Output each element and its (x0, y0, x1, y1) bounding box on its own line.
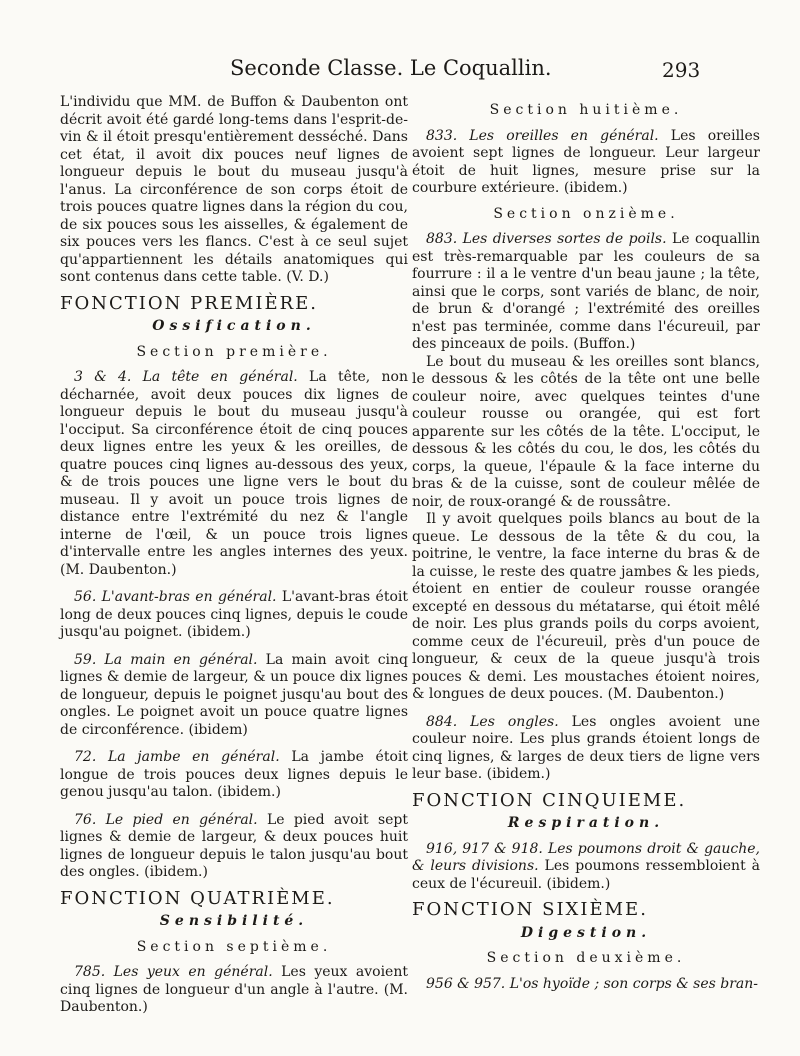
page-number: 293 (662, 58, 701, 82)
fonction-subtitle: Respiration. (507, 815, 665, 831)
entry-heading: 59. La main en général. (74, 651, 258, 668)
entry-paragraph (412, 128, 760, 198)
entry-heading: 3 & 4. La tête en général. (74, 369, 298, 385)
entry-text: Les poumons ressembloient à ceux de l'écureuil. (ibidem.) (412, 858, 760, 892)
entry-paragraph (60, 812, 408, 882)
entry-paragraph (60, 369, 408, 579)
entry-paragraph (60, 964, 408, 1017)
entry-heading: 883. Les diverses sortes de poils. (426, 231, 667, 247)
entry-paragraph (60, 652, 408, 740)
fonction-subtitle: Sensibilité. (159, 913, 309, 929)
section-heading: Section septième. (136, 938, 332, 955)
entry-heading: 72. La jambe en général. (74, 749, 280, 765)
entry-text: Les oreilles avoient sept lignes de longueur. Leur largeur étoit de huit lignes, mesure prise sur la courbure extérieure. (ibidem.) (412, 127, 760, 196)
entry-paragraph (60, 749, 408, 802)
section-heading: Section onzième. (493, 205, 679, 222)
entry-text: Le coquallin est très-remarquable par les couleurs de sa fourrure : il a le ventre d'un beau jaune ; la tête, ainsi que le corps, sont variés de blanc, de noir, de brun & d'orangé ; l'extrémité des oreilles n'est pas terminée, comme dans l'écureuil, par des pinceaux de poils. (Buffon.) (412, 231, 760, 352)
entry-heading: 56. L'avant-bras en général. (74, 589, 277, 605)
entry-text: Les yeux avoient cinq lignes de longueur d'un angle à l'autre. (M. Daubenton.) (60, 964, 408, 1015)
entry-heading: 916, 917 & 918. Les poumons droit & gauche, & leurs divisions. (412, 840, 760, 874)
fonction-heading: FONCTION CINQUIEME. (412, 789, 687, 811)
left-column (60, 94, 408, 1017)
entry-text: La main avoit cinq lignes & demie de largeur, & un pouce dix lignes de longueur, depuis le poignet jusqu'au bout des ongles. Le poignet avoit un pouce quatre lignes de circonférence. (ibidem) (60, 651, 408, 738)
entry-heading: 76. Le pied en général. (74, 811, 258, 828)
fonction-heading: FONCTION SIXIÈME. (412, 899, 648, 920)
entry-heading: 833. Les oreilles en général. (426, 127, 659, 144)
entry-heading: 785. Les yeux en général. (74, 964, 273, 980)
entry-text: La tête, non décharnée, avoit deux pouces dix lignes de longueur depuis le bout du museau jusqu'à l'occiput. Sa circonférence étoit de cinq pouces deux lignes entre les yeux & les oreilles, de quatre pouces cinq lignes au-dessous des yeux, & de trois pouces une ligne vers le bout du museau. Il y avoit un pouce trois lignes de distance entre l'extrémité du nez & l'angle interne de l'œil, & un pouce trois lignes d'intervalle entre les angles internes des yeux. (M. Daubenton.) (60, 369, 408, 578)
intro-paragraph: L'individu que MM. de Buffon & Daubenton ont décrit avoit été gardé long-tems dans l'esprit-de-vin & il étoit presqu'entièrement desséché. Dans cet état, il avoit dix pouces neuf lignes de longueur depuis le bout du museau jusqu'à l'anus. La circonférence de son corps étoit de trois pouces quatre lignes dans la région du cou, de six pouces sous les aisselles, & également de six pouces vers les flancs. C'est à ce seul sujet qu'appartiennent les détails anatomiques qui sont contenus dans cette table. (V. D.) (60, 94, 408, 285)
section-heading: Section première. (136, 343, 332, 360)
body-paragraph: Le bout du museau & les oreilles sont blancs, le dessous & les côtés de la tête ont une belle couleur noire, avec quelques teintes d'une couleur rousse ou orangée, qui est fort apparente sur les côtés de la tête. L'occiput, le dessous & les côtés du cou, le dos, les côtés du corps, la queue, l'épaule & la face interne du bras & de la cuisse, sont de couleur mêlée de noir, de roux-orangé & de roussâtre. (412, 353, 760, 510)
fonction-subtitle: Ossification. (152, 318, 316, 334)
right-column (412, 94, 760, 993)
entry-paragraph (412, 976, 760, 994)
fonction-heading: FONCTION QUATRIÈME. (60, 887, 335, 909)
section-heading: Section huitième. (489, 102, 683, 118)
entry-heading: 884. Les ongles. (426, 713, 559, 730)
entry-text: La jambe étoit longue de trois pouces deux lignes depuis le genou jusqu'au talon. (ibidem.) (60, 749, 408, 800)
entry-paragraph (412, 714, 760, 784)
entry-paragraph (60, 589, 408, 642)
fonction-heading: FONCTION PREMIÈRE. (60, 292, 319, 314)
entry-paragraph (412, 231, 760, 354)
running-head: Seconde Classe. Le Coquallin. (230, 56, 552, 80)
body-paragraph: Il y avoit quelques poils blancs au bout de la queue. Le dessous de la tête & du cou, la poitrine, le ventre, la face interne du bras & de la cuisse, le reste des quatre jambes & les pieds, étoient en entier de couleur rousse orangée excepté en dessous du métatarse, qui étoit mêlé de noir. Les plus grands poils du corps avoient, comme ceux de l'écureuil, près d'un pouce de longueur, & ceux de la queue jusqu'à trois pouces & demi. Les moustaches étoient noires, & longues de deux pouces. (M. Daubenton.) (412, 511, 760, 702)
section-heading: Section deuxième. (486, 950, 686, 966)
entry-text: Les ongles avoient une couleur noire. Les plus grands étoient longs de cinq lignes, & larges de deux tiers de ligne vers leur base. (ibidem.) (412, 713, 760, 782)
entry-heading: 956 & 957. L'os hyoïde ; son corps & ses bran- (426, 975, 759, 992)
entry-paragraph (412, 841, 760, 894)
fonction-subtitle: Digestion. (520, 924, 652, 941)
entry-text: Le pied avoit sept lignes & demie de largeur, & deux pouces huit lignes de longueur depuis le talon jusqu'au bout des ongles. (ibidem.) (60, 811, 409, 880)
entry-text: L'avant-bras étoit long de deux pouces cinq lignes, depuis le coude jusqu'au poignet. (ibidem.) (60, 589, 408, 640)
